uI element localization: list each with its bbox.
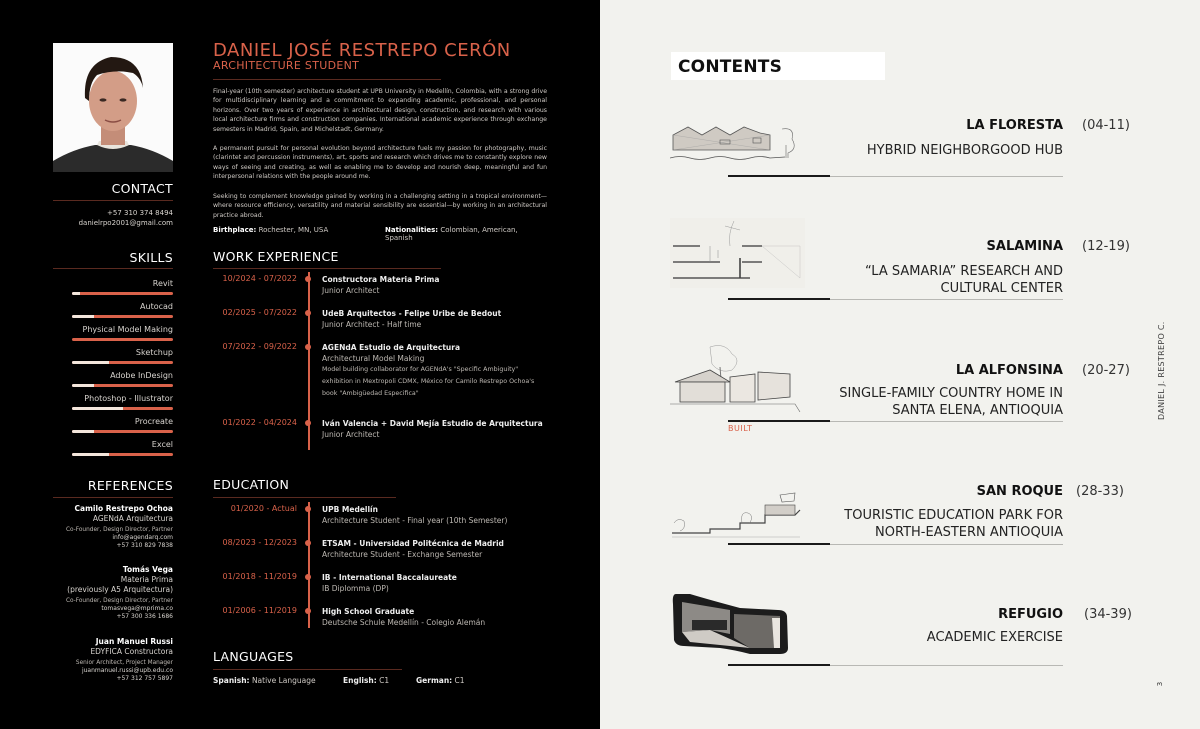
work-date: 01/2022 - 04/2024 (222, 418, 297, 427)
education-program: Architecture Student - Exchange Semester (322, 550, 483, 559)
sketch-refugio-icon (670, 590, 790, 658)
work-role: Junior Architect (322, 286, 380, 295)
divider (213, 79, 441, 80)
education-program: IB Diplomma (DP) (322, 584, 389, 593)
contents-entry-la-floresta[interactable] (670, 110, 1170, 180)
skill-label: Physical Model Making (82, 325, 173, 334)
work-description: Model building collaborator for AGENdA's "Specific Ambiguity" exhibition in Mextropoli CDMX, México for Camilo Restrepo Ochoa's book "Ambigüedad Especifica" (322, 366, 535, 397)
contents-entry-salamina[interactable] (670, 218, 1170, 303)
timeline-dot (305, 608, 311, 614)
bio-paragraph-1: Final-year (10th semester) architecture student at UPB University in Medellín, Colombia, with a strong drive for multidisciplinary learning and a commitment to expanding academic, professional, and personal horizons. Over two years of experience in architectural design, construction, and research with various local architecture firms and construction companies. International academic experience through exchange semesters in Madrid, Spain, and Michelstadt, Germany. (213, 88, 547, 133)
skill-bar (72, 315, 173, 318)
entry-name: REFUGIO (998, 607, 1063, 622)
work-date: 10/2024 - 07/2022 (222, 274, 297, 283)
nationalities: Nationalities: Colombian, American, Spanish (385, 226, 518, 242)
contents-entry-san-roque[interactable] (670, 475, 1170, 550)
reference-role: Co-Founder, Design Director, Partner (65, 598, 173, 604)
reference-item (40, 504, 173, 550)
language-english: English: C1 (343, 676, 390, 685)
entry-name: SAN ROQUE (976, 484, 1063, 499)
skill-bar (72, 384, 173, 387)
reference-phone[interactable]: +57 312 757 5897 (116, 675, 173, 682)
education-date: 01/2006 - 11/2019 (222, 606, 297, 615)
entry-name: SALAMINA (986, 239, 1063, 254)
education-date: 01/2020 - Actual (230, 504, 297, 513)
skill-bar (72, 407, 173, 410)
divider (53, 497, 173, 498)
birthplace: Birthplace: Rochester, MN, USA (213, 226, 329, 234)
reference-phone[interactable]: +57 300 336 1686 (116, 613, 173, 620)
contact-heading: CONTACT (111, 181, 173, 196)
entry-description: SINGLE-FAMILY COUNTRY HOME IN SANTA ELENA, ANTIOQUIA (839, 386, 1063, 418)
education-institution: UPB Medellín (322, 505, 378, 514)
work-role: Junior Architect (322, 430, 380, 439)
skill-adobe-indesign (60, 371, 173, 391)
entry-rule-light (830, 299, 1063, 300)
reference-name: Camilo Restrepo Ochoa (74, 504, 173, 513)
skill-revit (60, 279, 173, 299)
entry-name: LA ALFONSINA (955, 363, 1063, 378)
skill-label: Sketchup (135, 348, 173, 357)
entry-pages: (12-19) (1082, 239, 1130, 254)
timeline-dot (305, 540, 311, 546)
work-date: 07/2022 - 09/2022 (222, 342, 297, 351)
divider (213, 669, 402, 670)
bio-paragraph-2: A permanent pursuit for personal evolution beyond architecture fuels my passion for photography, music (clarintet and percussion instruments), art, sports and research which drives me to constantly explore new ways of seeing and creating, as well as enabling me to develop and nourish deep, meaningful and fun interpersonal relations with the people around me. (213, 145, 547, 181)
skill-label: Photoshop - Illustrator (84, 394, 173, 403)
skill-bar (72, 361, 173, 364)
education-institution: IB - International Baccalaureate (322, 573, 457, 582)
skill-label: Autocad (140, 302, 173, 311)
author-side-caption: DANIEL J. RESTREPO C. (1157, 321, 1166, 420)
skills-heading: SKILLS (129, 250, 173, 265)
work-role: Junior Architect - Half time (322, 320, 422, 329)
contents-entry-la-alfonsina[interactable] (670, 342, 1170, 437)
reference-role: Co-Founder, Design Director, Partner (65, 527, 173, 533)
entry-description: ACADEMIC EXERCISE (926, 630, 1063, 645)
entry-rule-light (830, 176, 1063, 177)
education-date: 08/2023 - 12/2023 (222, 538, 297, 547)
skill-physical-model-making (60, 325, 173, 345)
divider (53, 200, 173, 201)
reference-role: Senior Architect, Project Manager (75, 660, 173, 666)
timeline-dot (305, 344, 311, 350)
entry-description: TOURISTIC EDUCATION PARK FOR NORTH-EASTERN ANTIOQUIA (844, 508, 1063, 540)
page-number: 3 (1156, 681, 1165, 687)
skill-label: Adobe InDesign (110, 371, 173, 380)
personal-facts (213, 226, 547, 242)
sketch-la-alfonsina-icon (670, 342, 805, 412)
divider (53, 268, 173, 269)
timeline-dot (305, 506, 311, 512)
languages-heading: LANGUAGES (213, 649, 294, 664)
contents-entry-refugio[interactable] (670, 590, 1170, 670)
skill-bar (72, 338, 173, 341)
education-program: Architecture Student - Final year (10th Semester) (322, 516, 508, 525)
skill-procreate (60, 417, 173, 437)
reference-org: Materia Prima (120, 575, 173, 584)
contact-email[interactable]: danielrpo2001@gmail.com (78, 219, 173, 227)
contents-page (600, 0, 1200, 729)
reference-item (40, 565, 173, 621)
resume-subtitle: ARCHITECTURE STUDENT (213, 59, 360, 72)
work-experience-heading: WORK EXPERIENCE (213, 249, 339, 264)
skill-bar (72, 453, 173, 456)
skill-photoshop-illustrator (60, 394, 173, 414)
entry-pages: (20-27) (1082, 363, 1130, 378)
education-date: 01/2018 - 11/2019 (222, 572, 297, 581)
entry-rule-light (830, 421, 1063, 422)
contents-title-box (671, 52, 885, 80)
reference-phone[interactable]: +57 310 829 7838 (116, 542, 173, 549)
bio-paragraph-3: Seeking to complement knowledge gained by working in a challenging setting in a tropical environment—where resource efficiency, versatility and material sensibility are essential—by working in an architectural practice abroad. (213, 193, 547, 219)
work-org: Iván Valencia + David Mejía Estudio de Arquitectura (322, 419, 543, 428)
entry-rule-dark (728, 664, 830, 666)
entry-rule-dark (728, 420, 830, 422)
skill-label: Procreate (134, 417, 173, 426)
work-org: AGENdA Estudio de Arquitectura (322, 343, 461, 352)
work-date: 02/2025 - 07/2022 (222, 308, 297, 317)
reference-org: EDYFICA Constructora (90, 647, 173, 656)
skill-autocad (60, 302, 173, 322)
timeline-dot (305, 574, 311, 580)
education-institution: ETSAM - Universidad Politécnica de Madrid (322, 539, 504, 548)
skill-excel (60, 440, 173, 460)
entry-pages: (34-39) (1084, 607, 1132, 622)
work-org: UdeB Arquitectos - Felipe Uribe de Bedout (322, 309, 502, 318)
reference-email[interactable]: juanmanuel.russi@upb.edu.co (81, 667, 173, 674)
entry-name: LA FLORESTA (966, 118, 1063, 133)
reference-org: AGENdA Arquitectura (92, 514, 173, 523)
entry-pages: (28-33) (1076, 484, 1124, 499)
entry-rule-dark (728, 175, 830, 177)
resume-name: DANIEL JOSÉ RESTREPO CERÓN (213, 40, 511, 61)
sketch-san-roque-icon (670, 475, 805, 545)
entry-description: HYBRID NEIGHBORGOOD HUB (866, 143, 1063, 158)
reference-email[interactable]: info@agendarq.com (112, 534, 173, 541)
timeline-dot (305, 310, 311, 316)
reference-name: Juan Manuel Russi (95, 637, 173, 646)
reference-email[interactable]: tomasvega@mprima.co (101, 605, 173, 612)
skill-label: Revit (152, 279, 173, 288)
entry-rule-dark (728, 298, 830, 300)
reference-name: Tomás Vega (122, 565, 173, 574)
entry-description: “LA SAMARIA” RESEARCH AND CULTURAL CENTER (864, 264, 1063, 296)
language-german: German: C1 (416, 676, 465, 685)
skill-label: Excel (151, 440, 173, 449)
skill-sketchup (60, 348, 173, 368)
education-institution: High School Graduate (322, 607, 415, 616)
reference-org-previous: (previously A5 Arquitectura) (67, 585, 173, 594)
education-program: Deutsche Schule Medellín - Colegio Alemán (322, 618, 486, 627)
divider (213, 268, 441, 269)
profile-photo (53, 43, 173, 172)
entry-rule-light (830, 665, 1063, 666)
work-role: Architectural Model Making (322, 354, 425, 363)
entry-rule-dark (728, 543, 830, 545)
skill-bar (72, 430, 173, 433)
language-spanish: Spanish: Native Language (213, 676, 316, 685)
contents-title: CONTENTS (678, 57, 783, 77)
work-org: Constructora Materia Prima (322, 275, 440, 284)
contact-phone[interactable]: +57 310 374 8494 (107, 209, 173, 217)
reference-item (40, 637, 173, 683)
entry-rule-light (830, 544, 1063, 545)
divider (213, 497, 396, 498)
education-heading: EDUCATION (213, 477, 290, 492)
timeline-dot (305, 276, 311, 282)
sketch-salamina-icon (670, 218, 805, 288)
portrait-image (53, 43, 173, 172)
references-heading: REFERENCES (87, 478, 173, 493)
timeline-dot (305, 420, 311, 426)
built-tag: BUILT (728, 424, 753, 433)
entry-pages: (04-11) (1082, 118, 1130, 133)
skill-bar (72, 292, 173, 295)
